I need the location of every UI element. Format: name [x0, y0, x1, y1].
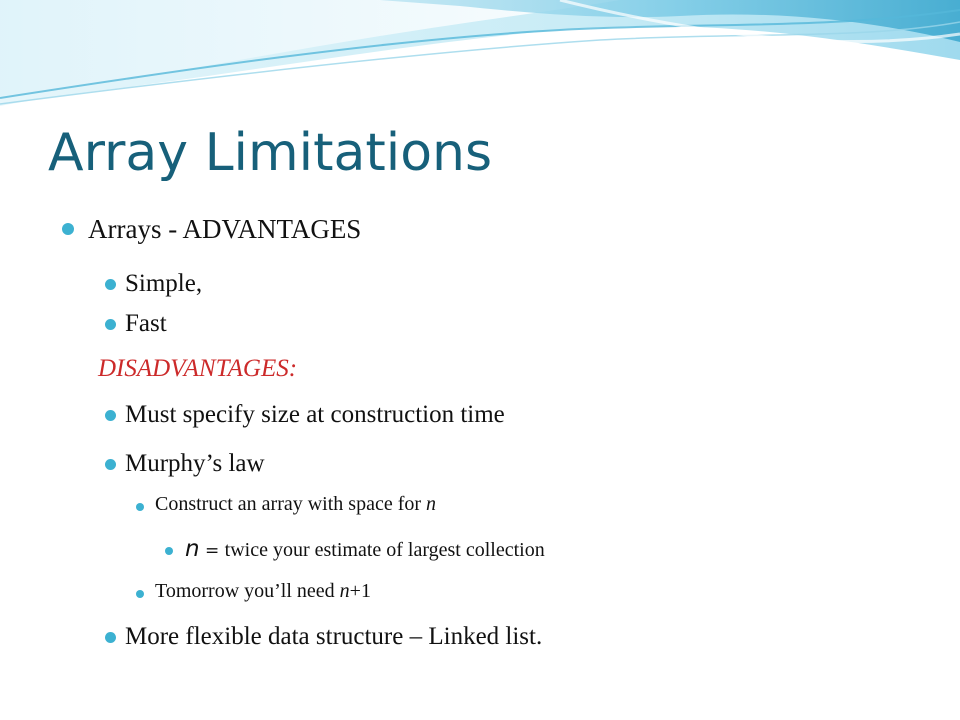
- bullet-n-equals: [185, 536, 545, 564]
- bullet-dot: [136, 503, 144, 511]
- bullet-flexible-structure: More flexible data structure – Linked list.: [125, 623, 543, 650]
- bullet-dot: [136, 590, 144, 598]
- equals-sign: =: [199, 541, 225, 561]
- slide-title: Array Limitations: [48, 123, 493, 183]
- bullet-construct-array: [155, 491, 436, 517]
- tomorrow-text: Tomorrow you’ll need: [155, 580, 340, 602]
- bullet-fast: Fast: [125, 310, 167, 337]
- bullet-dot: [105, 632, 116, 643]
- n-var: n: [185, 536, 200, 562]
- disadvantages-heading: DISADVANTAGES:: [98, 355, 298, 382]
- advantages-heading: Arrays - ADVANTAGES: [88, 214, 362, 244]
- bullet-tomorrow: [155, 578, 371, 604]
- bullet-simple: Simple,: [125, 270, 203, 297]
- bullet-dot: [105, 410, 116, 421]
- tomorrow-var-n: n: [339, 580, 350, 602]
- construct-text: Construct an array with space for: [155, 493, 427, 515]
- bullet-dot: [105, 279, 116, 290]
- header-wave-decoration: [0, 0, 960, 110]
- bullet-dot: [165, 547, 173, 555]
- bullet-must-specify: Must specify size at construction time: [125, 401, 505, 428]
- tomorrow-plus-one: +1: [349, 580, 371, 602]
- bullet-dot: [105, 459, 116, 470]
- construct-var-n: n: [426, 493, 437, 515]
- bullet-murphys-law: Murphy’s law: [125, 450, 265, 477]
- bullet-dot: [105, 319, 116, 330]
- bullet-dot: [62, 223, 74, 235]
- n-estimate-text: twice your estimate of largest collection: [224, 539, 545, 561]
